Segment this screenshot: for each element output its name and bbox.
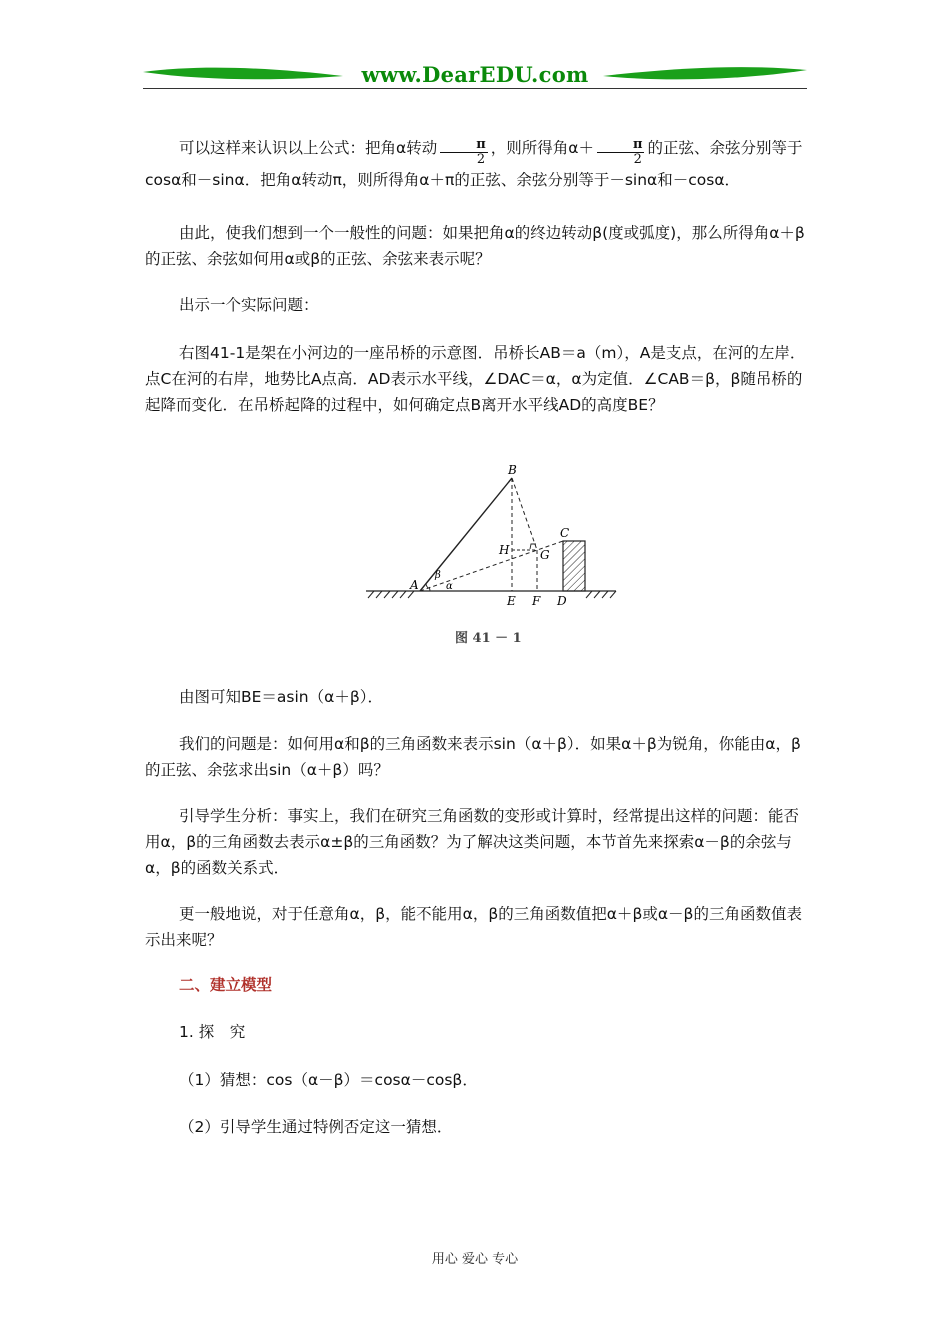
figure-caption: 图 41 － 1 — [455, 631, 522, 646]
label-d: D — [557, 594, 567, 608]
paragraph-general-question: 由此，使我们想到一个一般性的问题：如果把角α的终边转动β(度或弧度)，那么所得角α＋β的正弦、余弦如何用α或β的正弦、余弦来表示呢？ — [145, 224, 805, 268]
paragraph-guided-analysis: 引导学生分析：事实上，我们在研究三角函数的变形或计算时，经常提出这样的问题：能否用α，β的三角函数去表示α±β的三角函数？为了解决这类问题，本节首先来探索α－β的余弦与α，β的函数关系式． — [145, 807, 800, 877]
paragraph-rotation: 可以这样来认识以上公式：把角α转动 $\frac{\pi}{2}$ ，则所得角α＋ $\frac{\pi}{2}$ 的正弦、余弦分别等于 cosα和－sinα．把角α转动π，则所得角α＋π的正弦、余弦分别等于－sinα和－cosα． — [145, 137, 803, 189]
section-heading-build-model: 二、建立模型 — [179, 976, 273, 994]
list-item-explore: 1. 探 究 — [179, 1023, 246, 1041]
site-url: www.DearEDU.com — [361, 62, 589, 87]
label-h: H — [499, 543, 510, 557]
list-item-conjecture: （1）猜想：cos（α－β）＝cosα－cosβ． — [179, 1071, 478, 1089]
riverbank-block — [563, 541, 585, 591]
angle-arc-beta — [426, 584, 428, 588]
ground-hatching — [368, 591, 616, 598]
fraction-pi-over-2: $\frac{\pi}{2}$ — [440, 138, 488, 167]
paragraph-bridge-description: 右图41-1是架在小河边的一座吊桥的示意图．吊桥长AB＝a（m），A是支点，在河的左岸．点C在河的右岸，地势比A点高．AD表示水平线，∠DAC＝α，α为定值．∠CAB＝β，β随吊桥的起降而变化．在吊桥起降的过程中，如何确定点B离开水平线AD的高度BE？ — [145, 344, 806, 414]
header-divider — [143, 88, 807, 89]
list-item-counterexample: （2）引导学生通过特例否定这一猜想． — [179, 1118, 453, 1136]
paragraph-general-case: 更一般地说，对于任意角α，β，能不能用α，β的三角函数值把α＋β或α－β的三角函数值表示出来呢？ — [145, 905, 802, 949]
fraction-pi-over-2: $\frac{\pi}{2}$ — [597, 138, 645, 167]
label-b: B — [508, 463, 517, 477]
page-footer: 用心 爱心 专心 — [431, 1252, 519, 1267]
bridge-ab — [420, 478, 512, 591]
label-alpha: α — [446, 581, 453, 592]
line-bg — [512, 478, 537, 550]
label-g: G — [540, 548, 550, 562]
paragraph-our-question: 我们的问题是：如何用α和β的三角函数来表示sin（α＋β）．如果α＋β为锐角，你能由α，β的正弦、余弦求出sin（α＋β）吗？ — [145, 735, 801, 779]
paragraph-practical-problem: 出示一个实际问题： — [179, 296, 319, 314]
label-e: E — [507, 594, 516, 608]
label-f: F — [532, 594, 541, 608]
bridge-diagram — [360, 458, 622, 608]
label-a: A — [410, 578, 419, 592]
paragraph-be-formula: 由图可知BE＝asin（α＋β）． — [179, 688, 383, 706]
label-beta: β — [435, 570, 441, 581]
label-c: C — [560, 526, 570, 540]
